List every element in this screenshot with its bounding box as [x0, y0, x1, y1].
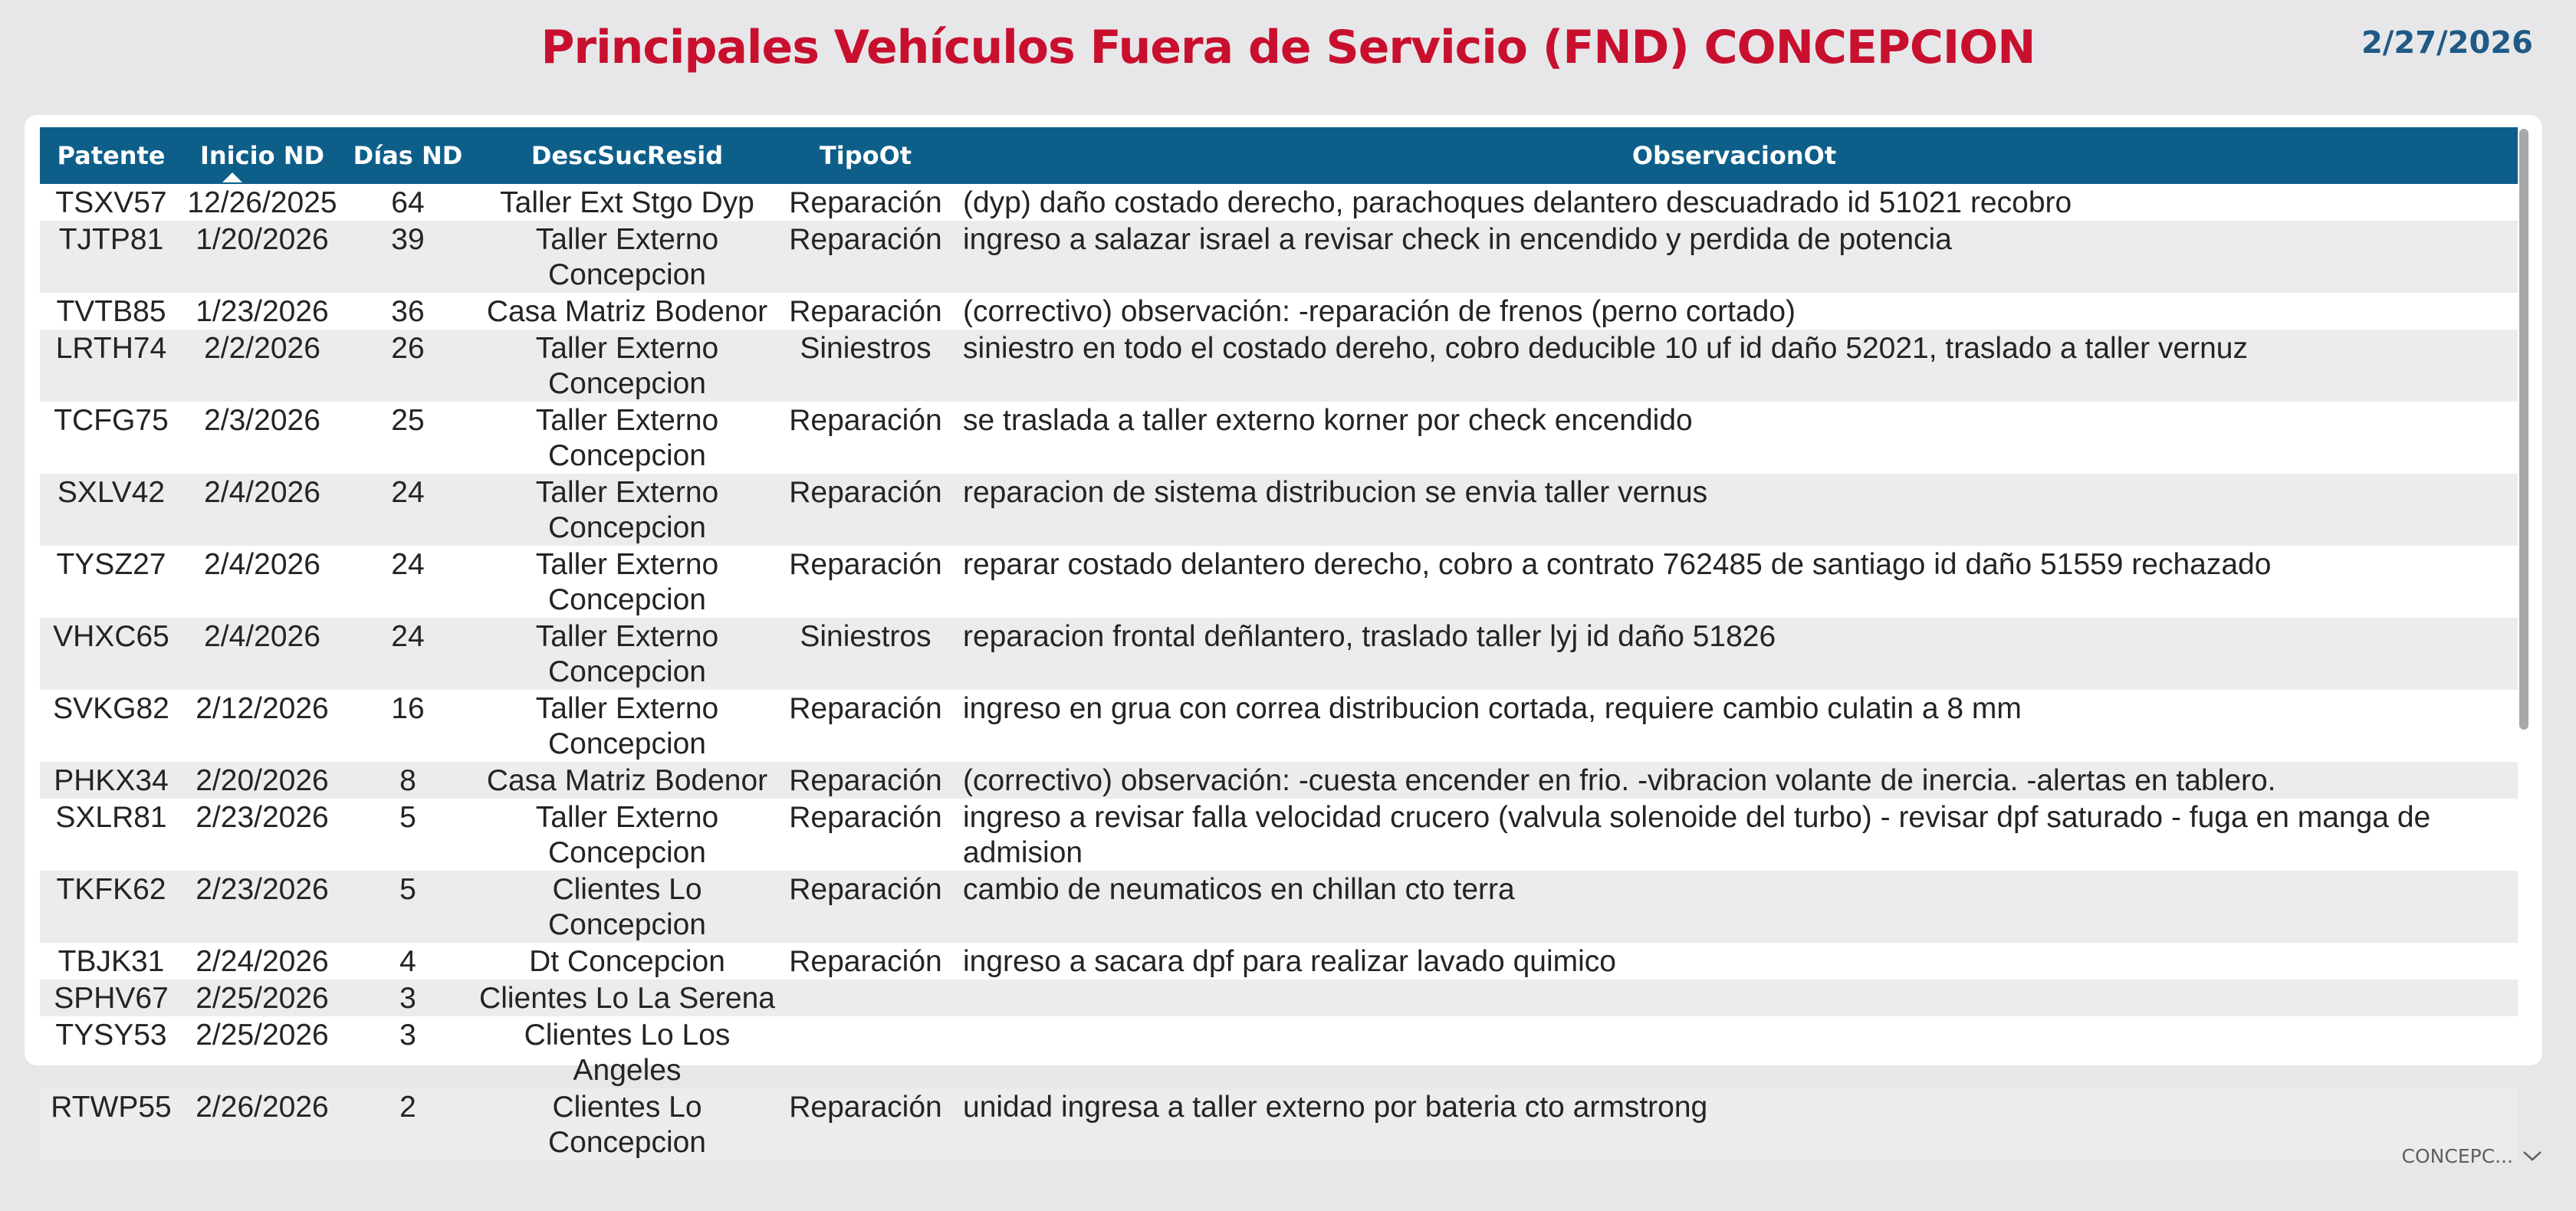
report-date: 2/27/2026 — [2361, 25, 2533, 61]
cell-observacionot: siniestro en todo el costado dereho, cobro deducible 10 uf id daño 52021, traslado a taller vernuz — [951, 330, 2518, 402]
cell-patente: TSXV57 — [55, 186, 167, 219]
chevron-down-icon — [2522, 1150, 2542, 1162]
table-row[interactable] — [40, 943, 2518, 980]
table-row[interactable] — [40, 221, 2518, 293]
cell-descsucresid: Casa Matriz Bodenor — [486, 295, 768, 328]
cell-dias-nd: 24 — [342, 618, 474, 690]
column-header-label: Patente — [57, 141, 166, 170]
cell-tipoot: Reparación — [780, 1088, 951, 1160]
cell-inicio-nd: 12/26/2025 — [187, 186, 337, 219]
cell-observacionot: se traslada a taller externo korner por check encendido — [963, 404, 1693, 437]
cell-inicio-nd: 2/3/2026 — [204, 404, 320, 437]
column-header-label: DescSucResid — [531, 141, 724, 170]
cell-patente: TYSY53 — [55, 1019, 167, 1052]
cell-tipoot: Reparación — [780, 474, 951, 546]
cell-inicio-nd: 2/25/2026 — [196, 1019, 329, 1052]
table-row[interactable] — [40, 402, 2518, 474]
cell-dias-nd: 3 — [399, 1019, 416, 1052]
cell-descsucresid: Dt Concepcion — [529, 945, 725, 978]
column-header-inicio-nd[interactable] — [182, 127, 342, 184]
page-selector[interactable] — [2402, 1140, 2542, 1171]
cell-inicio-nd: 1/20/2026 — [182, 221, 342, 293]
cell-inicio-nd: 2/23/2026 — [182, 871, 342, 943]
table-body — [40, 184, 2518, 1160]
cell-tipoot: Reparación — [780, 871, 951, 943]
cell-observacionot: reparacion de sistema distribucion se envia taller vernus — [951, 474, 2518, 546]
table-row[interactable] — [40, 690, 2518, 762]
cell-descsucresid: Taller Externo Concepcion — [535, 801, 719, 869]
cell-tipoot — [780, 980, 951, 1016]
cell-observacionot — [951, 1016, 2518, 1088]
cell-dias-nd: 5 — [342, 871, 474, 943]
table-row[interactable] — [40, 330, 2518, 402]
cell-patente: TBJK31 — [58, 945, 165, 978]
cell-dias-nd: 24 — [342, 474, 474, 546]
cell-tipoot: Reparación — [789, 295, 942, 328]
table-header-row — [40, 127, 2518, 184]
cell-inicio-nd: 1/23/2026 — [196, 295, 329, 328]
cell-patente: TYSZ27 — [56, 548, 166, 581]
cell-tipoot: Reparación — [789, 692, 942, 725]
cell-dias-nd: 36 — [391, 295, 425, 328]
column-header-label: TipoOt — [819, 141, 912, 170]
cell-descsucresid: Taller Ext Stgo Dyp — [500, 186, 754, 219]
table-row[interactable] — [40, 293, 2518, 330]
cell-dias-nd: 4 — [399, 945, 416, 978]
cell-observacionot: ingreso a revisar falla velocidad crucero (valvula solenoide del turbo) - revisar dpf saturado - fuga en manga de admision — [963, 801, 2431, 869]
cell-dias-nd: 8 — [342, 762, 474, 799]
cell-observacionot: ingreso a sacara dpf para realizar lavado quimico — [963, 945, 1616, 978]
column-header-tipoot[interactable] — [780, 127, 951, 184]
cell-descsucresid: Taller Externo Concepcion — [474, 474, 780, 546]
table-row[interactable] — [40, 618, 2518, 690]
cell-dias-nd: 3 — [342, 980, 474, 1016]
cell-tipoot: Reparación — [789, 548, 942, 581]
cell-dias-nd: 25 — [391, 404, 425, 437]
cell-inicio-nd: 2/12/2026 — [196, 692, 329, 725]
cell-observacionot: (correctivo) observación: -cuesta encender en frio. -vibracion volante de inercia. -alertas en tablero. — [951, 762, 2518, 799]
column-header-label: ObservacionOt — [1631, 141, 1837, 170]
table-row[interactable] — [40, 184, 2518, 221]
column-header-label: Inicio ND — [199, 141, 325, 170]
page-title: Principales Vehículos Fuera de Servicio (FND) CONCEPCION — [540, 21, 2036, 74]
cell-patente: SVKG82 — [53, 692, 169, 725]
cell-patente: RTWP55 — [40, 1088, 182, 1160]
cell-inicio-nd: 2/4/2026 — [182, 474, 342, 546]
cell-tipoot: Reparación — [780, 221, 951, 293]
cell-tipoot: Reparación — [789, 186, 942, 219]
table-row[interactable] — [40, 762, 2518, 799]
table-row[interactable] — [40, 1016, 2518, 1088]
cell-dias-nd: 2 — [342, 1088, 474, 1160]
cell-patente: SXLR81 — [55, 801, 167, 834]
cell-descsucresid: Taller Externo Concepcion — [474, 330, 780, 402]
table-row[interactable] — [40, 980, 2518, 1016]
vertical-scrollbar[interactable] — [2519, 129, 2528, 730]
cell-tipoot: Siniestros — [780, 618, 951, 690]
cell-descsucresid: Taller Externo Concepcion — [535, 548, 719, 616]
cell-observacionot: (correctivo) observación: -reparación de frenos (perno cortado) — [963, 295, 1796, 328]
cell-observacionot — [951, 980, 2518, 1016]
cell-dias-nd: 5 — [399, 801, 416, 834]
cell-observacionot: ingreso en grua con correa distribucion cortada, requiere cambio culatin a 8 mm — [963, 692, 2022, 725]
cell-patente: SPHV67 — [40, 980, 182, 1016]
column-header-observacionot[interactable] — [951, 127, 2518, 184]
cell-descsucresid: Casa Matriz Bodenor — [474, 762, 780, 799]
column-header-label: Días ND — [353, 141, 463, 170]
cell-descsucresid: Clientes Lo Concepcion — [474, 1088, 780, 1160]
cell-dias-nd: 26 — [342, 330, 474, 402]
vehicles-table — [40, 127, 2518, 1160]
cell-patente: TCFG75 — [54, 404, 169, 437]
sort-ascending-icon — [222, 172, 242, 182]
table-row[interactable] — [40, 1088, 2518, 1160]
table-row[interactable] — [40, 546, 2518, 618]
table-card — [25, 115, 2542, 1159]
cell-descsucresid: Clientes Lo Concepcion — [474, 871, 780, 943]
cell-observacionot: reparar costado delantero derecho, cobro a contrato 762485 de santiago id daño 51559 rechazado — [963, 548, 2272, 581]
table-row[interactable] — [40, 799, 2518, 871]
cell-dias-nd: 16 — [391, 692, 425, 725]
cell-inicio-nd: 2/2/2026 — [182, 330, 342, 402]
cell-tipoot: Reparación — [789, 801, 942, 834]
cell-inicio-nd: 2/24/2026 — [196, 945, 329, 978]
cell-descsucresid: Clientes Lo Los Angeles — [524, 1019, 731, 1087]
cell-tipoot: Siniestros — [780, 330, 951, 402]
cell-inicio-nd: 2/20/2026 — [182, 762, 342, 799]
cell-tipoot — [780, 1016, 951, 1088]
cell-descsucresid: Taller Externo Concepcion — [474, 618, 780, 690]
cell-observacionot: reparacion frontal deñlantero, traslado taller lyj id daño 51826 — [951, 618, 2518, 690]
cell-inicio-nd: 2/26/2026 — [182, 1088, 342, 1160]
cell-dias-nd: 39 — [342, 221, 474, 293]
cell-descsucresid: Taller Externo Concepcion — [535, 404, 719, 472]
cell-descsucresid: Taller Externo Concepcion — [474, 221, 780, 293]
cell-inicio-nd: 2/23/2026 — [196, 801, 329, 834]
cell-patente: LRTH74 — [40, 330, 182, 402]
table-viewport[interactable] — [40, 127, 2518, 1159]
cell-inicio-nd: 2/4/2026 — [204, 548, 320, 581]
cell-tipoot: Reparación — [780, 762, 951, 799]
table-row[interactable] — [40, 871, 2518, 943]
cell-patente: PHKX34 — [40, 762, 182, 799]
table-row[interactable] — [40, 474, 2518, 546]
cell-descsucresid: Taller Externo Concepcion — [535, 692, 719, 760]
cell-patente: SXLV42 — [40, 474, 182, 546]
page-selector-label: CONCEPC... — [2401, 1144, 2513, 1167]
column-header-descsucresid[interactable] — [474, 127, 780, 184]
cell-inicio-nd: 2/4/2026 — [182, 618, 342, 690]
cell-patente: VHXC65 — [40, 618, 182, 690]
cell-dias-nd: 64 — [391, 186, 425, 219]
column-header-dias-nd[interactable] — [342, 127, 474, 184]
cell-tipoot: Reparación — [789, 945, 942, 978]
cell-tipoot: Reparación — [789, 404, 942, 437]
column-header-patente[interactable] — [40, 127, 182, 184]
cell-inicio-nd: 2/25/2026 — [182, 980, 342, 1016]
cell-patente: TJTP81 — [40, 221, 182, 293]
cell-observacionot: ingreso a salazar israel a revisar check in encendido y perdida de potencia — [951, 221, 2518, 293]
cell-descsucresid: Clientes Lo La Serena — [474, 980, 780, 1016]
cell-observacionot: (dyp) daño costado derecho, parachoques delantero descuadrado id 51021 recobro — [963, 186, 2072, 219]
cell-observacionot: unidad ingresa a taller externo por bateria cto armstrong — [951, 1088, 2518, 1160]
cell-dias-nd: 24 — [391, 548, 425, 581]
cell-patente: TVTB85 — [56, 295, 166, 328]
cell-patente: TKFK62 — [40, 871, 182, 943]
cell-observacionot: cambio de neumaticos en chillan cto terra — [951, 871, 2518, 943]
